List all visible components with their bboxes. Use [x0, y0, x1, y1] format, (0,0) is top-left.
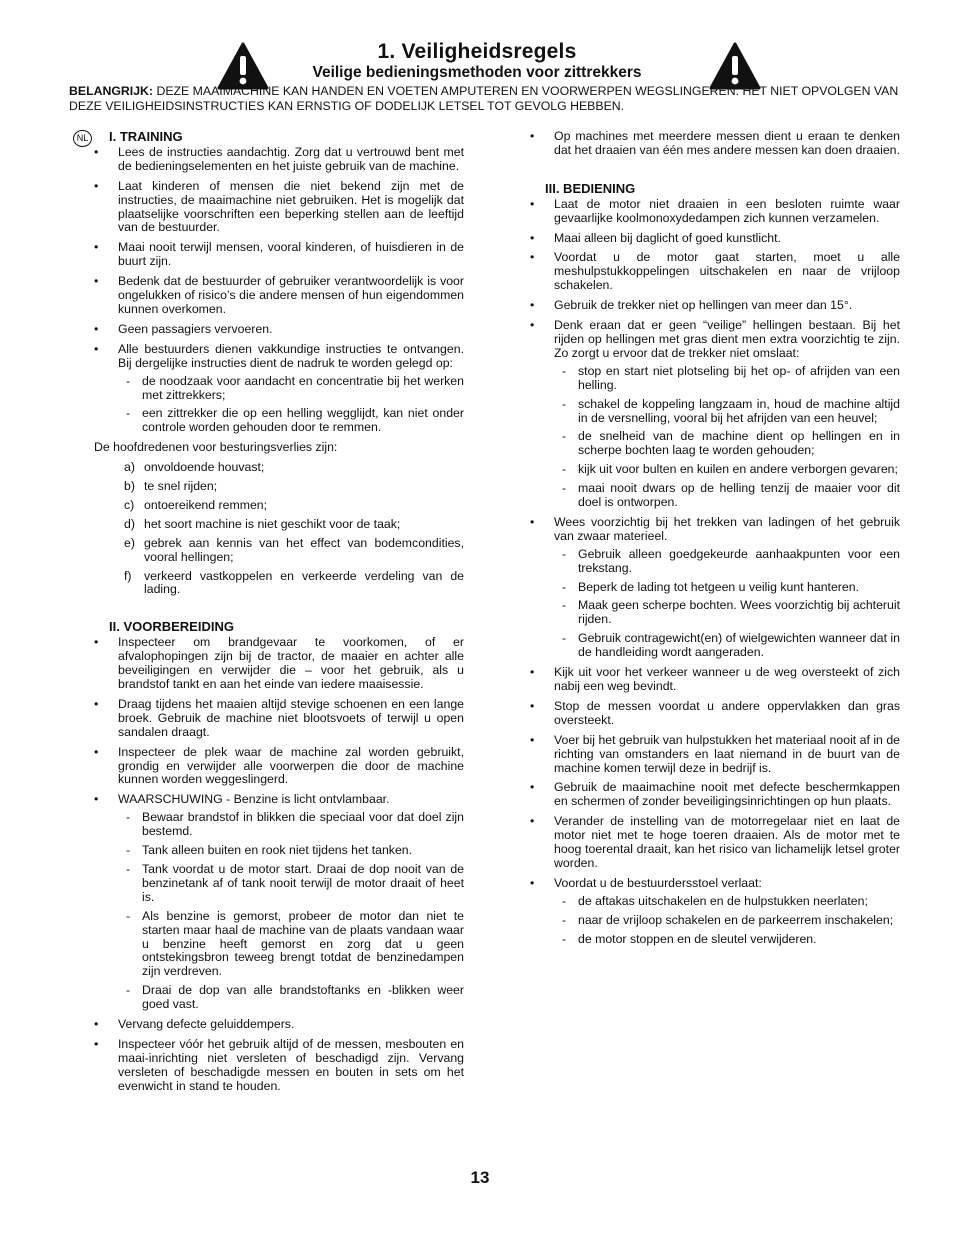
sub-list-item: - Tank voordat u de motor start. Draai de dop nooit van de benzinetank af of tank nooit terwijl de motor draait of heet is.	[118, 863, 464, 905]
causes-intro: De hoofdredenen voor besturingsverlies zijn:	[94, 440, 338, 455]
sub-list-item: - de aftakas uitschakelen en de hulpstukken neerlaten;	[554, 895, 900, 909]
sub-list-item: - Beperk de lading tot hetgeen u veilig kunt hanteren.	[554, 581, 900, 595]
cause-text: ontoereikend remmen;	[144, 497, 268, 512]
sub-list-item: - Gebruik contragewicht(en) of wielgewichten wanneer dat in de handleiding wordt aangeraden.	[554, 632, 900, 660]
cause-text: verkeerd vastkoppelen en verkeerde verdeling van de lading.	[144, 568, 464, 597]
voorbereiding-list	[94, 636, 464, 1093]
list-item: • Voordat u de motor gaat starten, moet u alle meshulpstukkoppelingen uitschakelen en naar de vrijloop schakelen.	[530, 251, 900, 293]
page-title: 1. Veiligheidsregels	[377, 40, 577, 63]
sub-list-item: - Maak geen scherpe bochten. Wees voorzichtig bij achteruit rijden.	[554, 599, 900, 627]
sub-list-item: - de snelheid van de machine dient op hellingen en in scherpe bochten laag te worden gehouden;	[554, 430, 900, 458]
list-item-text: Wees voorzichtig bij het trekken van ladingen of het gebruik van zwaar materieel.	[554, 514, 900, 543]
cause-item	[94, 537, 464, 565]
left-column	[94, 130, 464, 1100]
cause-item	[94, 518, 464, 532]
cause-item	[94, 480, 464, 494]
sub-list-item: - maai nooit dwars op de helling tenzij de maaier voor dit doel is ontworpen.	[554, 482, 900, 510]
cause-text: onvoldoende houvast;	[144, 460, 265, 475]
sub-list-item: - naar de vrijloop schakelen en de parkeerrem inschakelen;	[554, 914, 900, 928]
list-item: • Verander de instelling van de motorregelaar niet en laat de motor niet met te hoge toeren draaien. Als de motor met te hoog toerental draait, kan het risico van lichamelijk letsel groter worden.	[530, 815, 900, 871]
list-item: • Gebruik de trekker niet op hellingen van meer dan 15°.	[530, 299, 900, 313]
cause-letter: e)	[124, 535, 135, 550]
sub-list-item: - Tank alleen buiten en rook niet tijdens het tanken.	[118, 844, 464, 858]
cause-letter: a)	[124, 460, 135, 475]
cause-item	[94, 499, 464, 513]
list-item	[530, 516, 900, 660]
cause-letter: b)	[124, 479, 135, 494]
section-heading-voorbereiding: II. VOORBEREIDING	[109, 619, 234, 635]
list-item: • Inspecteer vóór het gebruik altijd of de messen, mesbouten en maai-inrichting niet versleten of beschadigd zijn. Vervang versleten of beschadigde messen en bouten in sets om het evenwicht in stand te houden.	[94, 1038, 464, 1094]
sub-list-item: - schakel de koppeling langzaam in, houd de machine altijd in de versnelling, vooral bij het afrijden van een heuvel;	[554, 398, 900, 426]
list-item: • Draag tijdens het maaien altijd stevige schoenen en een lange broek. Gebruik de machine niet blootsvoets of terwijl u open sandalen draagt.	[94, 698, 464, 740]
sub-list-item: - de noodzaak voor aandacht en concentratie bij het werken met zittrekkers;	[118, 375, 464, 403]
cause-text: gebrek aan kennis van het effect van bodemcondities, vooral hellingen;	[144, 535, 464, 564]
sub-list-item: - kijk uit voor bulten en kuilen en andere verborgen gevaren;	[554, 463, 900, 477]
list-item: • Maai alleen bij daglicht of goed kunstlicht.	[530, 232, 900, 246]
cause-text: het soort machine is niet geschikt voor de taak;	[144, 516, 401, 531]
list-item	[94, 793, 464, 1012]
sub-list-item: - de motor stoppen en de sleutel verwijderen.	[554, 933, 900, 947]
list-item-text: WAARSCHUWING - Benzine is licht ontvlambaar.	[118, 792, 390, 807]
section-heading-training: I. TRAINING	[109, 129, 183, 144]
section-heading-bediening: III. BEDIENING	[545, 180, 636, 196]
list-item-text: Voordat u de bestuurdersstoel verlaat:	[554, 875, 762, 890]
cause-letter: f)	[124, 568, 132, 583]
cause-item	[94, 570, 464, 598]
cause-text: te snel rijden;	[144, 479, 218, 494]
list-item-text: Denk eraan dat er geen “veilige” hellingen bestaan. Bij het rijden op hellingen met gras dient men extra voorzichtig te zijn. Zo zorgt u ervoor dat de trekker niet omslaat:	[554, 318, 900, 360]
list-item: • Kijk uit voor het verkeer wanneer u de weg oversteekt of zich nabij een weg bevindt.	[530, 666, 900, 694]
right-column	[530, 130, 900, 953]
sub-list-item: - Als benzine is gemorst, probeer de motor dan niet te starten maar haal de machine van de plaats vandaan waar u benzine heeft gemorst en zorg dat u geen ontstekingsbron teweeg brengt totdat de benzinedampen zijn verdreven.	[118, 910, 464, 980]
list-item: • Lees de instructies aandachtig. Zorg dat u vertrouwd bent met de bedieningselementen en het juiste gebruik van de machine.	[94, 146, 464, 174]
list-item: • Op machines met meerdere messen dient u eraan te denken dat het draaien van één mes andere messen kan doen draaien.	[530, 130, 900, 158]
list-item: • Vervang defecte geluiddempers.	[94, 1018, 464, 1032]
list-item: • Bedenk dat de bestuurder of gebruiker verantwoordelijk is voor ongelukken of risico’s die andere mensen of hun eigendommen kunnen overkomen.	[94, 275, 464, 317]
sub-list-item: - stop en start niet plotseling bij het op- of afrijden van een helling.	[554, 365, 900, 393]
cause-letter: c)	[124, 497, 135, 512]
causes-list	[94, 461, 464, 597]
cause-item	[94, 461, 464, 475]
list-item-text: Alle bestuurders dienen vakkundige instructies te ontvangen. Bij dergelijke instructies dient de nadruk te worden gelegd op:	[118, 341, 464, 370]
list-item: • Laat kinderen of mensen die niet bekend zijn met de instructies, de maaimachine niet gebruiken. Het is mogelijk dat plaatselijke voorschriften een beperking stellen aan de leeftijd van de bestuurder.	[94, 180, 464, 236]
list-item	[530, 877, 900, 947]
continued-list	[530, 130, 900, 158]
list-item	[530, 319, 900, 510]
list-item	[94, 343, 464, 435]
list-item: • Geen passagiers vervoeren.	[94, 323, 464, 337]
language-badge: NL	[73, 130, 92, 147]
page-subtitle: Veilige bedieningsmethoden voor zittrekkers	[312, 64, 642, 81]
sub-list-item: - Bewaar brandstof in blikken die speciaal voor dat doel zijn bestemd.	[118, 811, 464, 839]
cause-letter: d)	[124, 516, 135, 531]
list-item: • Gebruik de maaimachine nooit met defecte beschermkappen en schermen of zonder beveiligingsinrichtingen op hun plaats.	[530, 781, 900, 809]
bediening-list	[530, 198, 900, 947]
important-text: DEZE MAAIMACHINE KAN HANDEN EN VOETEN AMPUTEREN EN VOORWERPEN WEGSLINGEREN. HET NIET OPVOLGEN VAN DEZE VEILIGHEIDSINSTRUCTIES KAN ERNSTIG OF DODELIJK LETSEL TOT GEVOLG HEBBEN.	[69, 84, 899, 113]
important-label: BELANGRIJK:	[69, 84, 154, 98]
sub-list-item: - een zittrekker die op een helling wegglijdt, kan niet onder controle worden gehouden door te remmen.	[118, 407, 464, 435]
sub-list-item: - Draai de dop van alle brandstoftanks en -blikken weer goed vast.	[118, 984, 464, 1012]
list-item: • Voer bij het gebruik van hulpstukken het materiaal nooit af in de richting van omstanders en laat niemand in de buurt van de machine komen terwijl deze in bedrijf is.	[530, 734, 900, 776]
training-list	[94, 146, 464, 435]
list-item: • Maai nooit terwijl mensen, vooral kinderen, of huisdieren in de buurt zijn.	[94, 241, 464, 269]
sub-list-item: - Gebruik alleen goedgekeurde aanhaakpunten voor een trekstang.	[554, 548, 900, 576]
important-notice	[69, 84, 901, 113]
list-item: • Inspecteer om brandgevaar te voorkomen, of er afvalophopingen zijn bij de tractor, de maaier en achter alle beveiligingen en verwijder die – voor het gebruik, als u brandstof tankt en aan het einde van iedere maaisessie.	[94, 636, 464, 692]
list-item: • Stop de messen voordat u andere oppervlakken dan gras oversteekt.	[530, 700, 900, 728]
list-item: • Inspecteer de plek waar de machine zal worden gebruikt, grondig en verwijder alle voorwerpen die door de machine kunnen worden weggeslingerd.	[94, 746, 464, 788]
list-item: • Laat de motor niet draaien in een besloten ruimte waar gevaarlijke koolmonoxydedampen zich kunnen verzamelen.	[530, 198, 900, 226]
page-number: 13	[470, 1168, 490, 1187]
